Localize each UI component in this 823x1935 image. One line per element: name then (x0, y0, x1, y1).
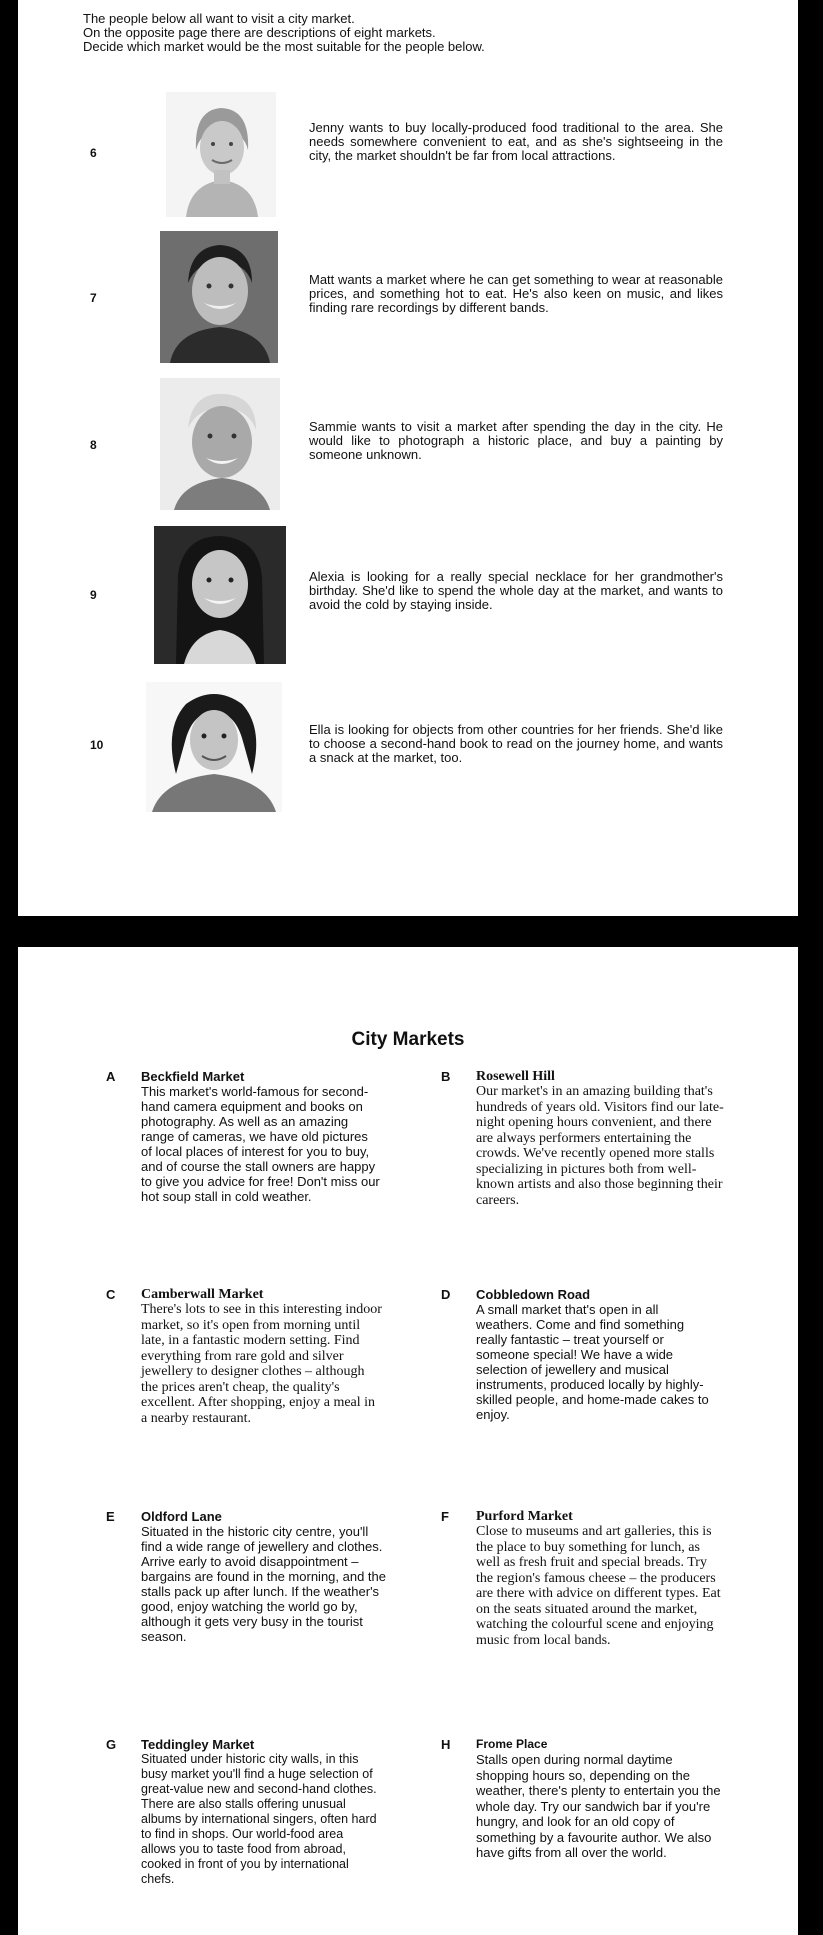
young-woman-long-hair-photo (154, 526, 286, 664)
market-name: Purford Market (476, 1509, 573, 1524)
young-woman-long-hair-photo-drawing (154, 526, 286, 664)
market-name: Rosewell Hill (476, 1069, 555, 1084)
market-description: Situated under historic city walls, in this busy market you'll find a huge selection of great-value new and second-hand clothes. There are also stalls offering unusual albums by international singers, often hard to find in shops. Our world-food area allows you to taste food from abroad, cooked in front of you by international chefs. (141, 1752, 377, 1886)
woman-short-hair-photo (166, 92, 276, 217)
market-letter: B (441, 1069, 451, 1084)
market-letter: D (441, 1287, 451, 1302)
market-description: This market's world-famous for second-hand camera equipment and books on photography. As well as an amazing range of cameras, we have old pictures of local places of interest for you to buy, and of course the stall owners are happy to give you advice for free! Don't miss our hot soup stall in cold weather. (141, 1084, 380, 1204)
instruction-line: The people below all want to visit a city market. (83, 11, 355, 26)
young-man-smiling-photo (160, 231, 278, 363)
woman-curly-hair-photo (146, 682, 282, 812)
person-description: Sammie wants to visit a market after spending the day in the city. He would like to photograph a historic place, and buy a painting by someone unknown. (309, 419, 723, 462)
markets-page (18, 947, 798, 1935)
market-name: Camberwall Market (141, 1287, 264, 1302)
questions-page (18, 0, 798, 916)
market-name: Oldford Lane (141, 1509, 222, 1524)
question-number: 7 (90, 291, 97, 305)
person-description: Alexia is looking for a really special necklace for her grandmother's birthday. She'd like to spend the whole day at the market, and wants to avoid the cold by staying inside. (309, 569, 723, 612)
market-name: Teddingley Market (141, 1737, 255, 1752)
market-letter: F (441, 1509, 449, 1524)
market-letter: A (106, 1069, 116, 1084)
market-letter: C (106, 1287, 116, 1302)
person-description: Matt wants a market where he can get something to wear at reasonable prices, and something hot to eat. He's also keen on music, and likes finding rare recordings by different bands. (309, 272, 723, 315)
market-description: Our market's in an amazing building that's hundreds of years old. Visitors find our late-night opening hours convenient, and there are always performers entertaining the crowds. We've recently opened more stalls specializing in pictures both from well-known artists and also those beginning their careers. (476, 1084, 724, 1208)
woman-short-hair-photo-drawing (166, 92, 276, 217)
page-title: City Markets (351, 1029, 465, 1050)
instruction-line: On the opposite page there are descriptions of eight markets. (83, 25, 436, 40)
person-description: Jenny wants to buy locally-produced food traditional to the area. She needs somewhere convenient to eat, and as she's sightseeing in the city, the market shouldn't be far from local attractions. (309, 120, 723, 163)
question-number: 10 (90, 738, 104, 752)
young-man-smiling-photo-drawing (160, 231, 278, 363)
market-name: Beckfield Market (141, 1069, 245, 1084)
market-description: Stalls open during normal daytime shopping hours so, depending on the weather, there's plenty to entertain you the whole day. Try our sandwich bar if you're hungry, and look for an old copy of something by a favourite author. We also have gifts from all over the world. (476, 1752, 721, 1860)
market-description: There's lots to see in this interesting indoor market, so it's open from morning until late, in a fantastic modern setting. Find everything from rare gold and silver jewellery to designer clothes – although the prices aren't cheap, the quality's excellent. After shopping, enjoy a meal in a nearby restaurant. (141, 1302, 382, 1426)
market-description: Close to museums and art galleries, this is the place to buy something for lunch, as well as fresh fruit and special breads. Try the region's famous cheese – the producers are there with advice on different types. Eat on the seats situated around the market, watching the colourful scene and enjoying music from local bands. (476, 1524, 721, 1648)
older-man-smiling-photo-drawing (160, 378, 280, 510)
market-letter: G (106, 1737, 117, 1752)
older-man-smiling-photo (160, 378, 280, 510)
market-name: Frome Place (476, 1737, 548, 1751)
instructions (83, 12, 485, 54)
question-number: 9 (90, 588, 97, 602)
woman-curly-hair-photo-drawing (146, 682, 282, 812)
question-number: 8 (90, 438, 97, 452)
instruction-line: Decide which market would be the most suitable for the people below. (83, 39, 485, 54)
market-description: Situated in the historic city centre, you'll find a wide range of jewellery and clothes. Arrive early to avoid disappointment – bargains are found in the morning, and the stalls pack up after lunch. If the weather's good, enjoy watching the world go by, although it gets very busy in the tourist season. (141, 1524, 387, 1644)
question-number: 6 (90, 146, 97, 160)
market-description: A small market that's open in all weathers. Come and find something really fantastic – treat yourself or someone special! We have a wide selection of jewellery and musical instruments, produced locally by highly-skilled people, and home-made cakes to enjoy. (476, 1302, 709, 1422)
market-letter: H (441, 1737, 451, 1752)
market-name: Cobbledown Road (476, 1287, 591, 1302)
market-letter: E (106, 1509, 115, 1524)
person-description: Ella is looking for objects from other countries for her friends. She'd like to choose a second-hand book to read on the journey home, and wants a snack at the market, too. (309, 722, 723, 765)
